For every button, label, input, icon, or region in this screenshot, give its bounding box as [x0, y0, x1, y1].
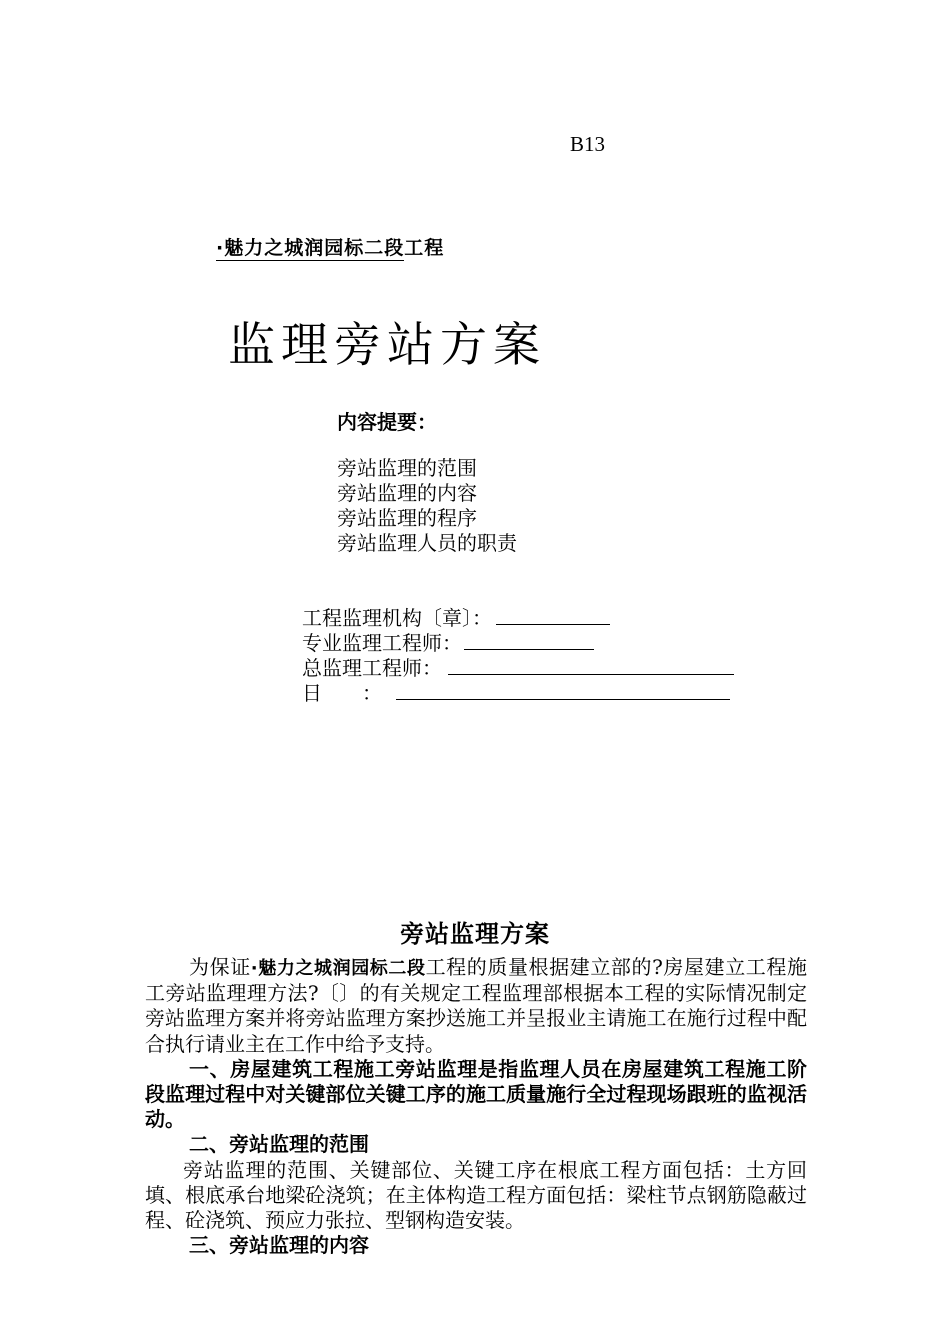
- section-3-title: 三、旁站监理的内容: [189, 1233, 369, 1258]
- summary-list: [337, 456, 517, 556]
- signature-label: 专业监理工程师：: [302, 631, 462, 655]
- signature-row-engineer: [302, 631, 734, 656]
- signature-row-chief: [302, 656, 734, 681]
- paragraph-intro: [145, 955, 807, 1057]
- document-code: B13: [570, 132, 606, 156]
- summary-item: 旁站监理人员的职责: [337, 531, 517, 555]
- summary-label: 内容提要：: [337, 410, 437, 434]
- intro-project-name: ·魅力之城润园标二段: [250, 958, 426, 979]
- signature-label: 日 ：: [302, 681, 382, 705]
- summary-item: 旁站监理的内容: [337, 481, 477, 505]
- signature-label: 工程监理机构〔章〕：: [302, 606, 492, 630]
- signature-label: 总监理工程师：: [302, 656, 442, 680]
- summary-item: 旁站监理的程序: [337, 506, 477, 530]
- document-body: [145, 955, 807, 1258]
- intro-prefix: 为保证: [189, 955, 251, 979]
- section-2-title: 二、旁站监理的范围: [189, 1132, 369, 1157]
- project-name-underlined: ·魅力之城润园标二段: [216, 237, 405, 259]
- signature-line: [464, 631, 594, 650]
- document-title: 旁站监理方案: [400, 920, 550, 948]
- signature-line: [496, 606, 610, 625]
- signature-block: [302, 606, 734, 706]
- signature-row-agency: [302, 606, 734, 631]
- signature-line: [448, 656, 734, 675]
- section-1: 一、房屋建筑工程施工旁站监理是指监理人员在房屋建筑工程施工阶段监理过程中对关键部位关键工序的施工质量施行全过程现场跟班的监视活动。: [145, 1056, 807, 1132]
- summary-item: 旁站监理的范围: [337, 456, 477, 480]
- intro-text: 工程的质量根据建立部的?房屋建立工程施工旁站监理理方法?〔〕的有关规定工程监理部根据本工程的实际情况制定旁站监理方案并将旁站监理方案抄送施工并呈报业主请施工在施行过程中配合执行请业主在工作中给予支持。: [145, 955, 807, 1056]
- section-2-body: 旁站监理的范围、关键部位、关键工序在根底工程方面包括：土方回填、根底承台地梁砼浇筑；在主体构造工程方面包括：梁柱节点钢筋隐蔽过程、砼浇筑、预应力张拉、型钢构造安装。: [145, 1157, 807, 1233]
- project-name: [216, 233, 444, 260]
- project-name-suffix: 工程: [404, 237, 445, 259]
- signature-row-date: [302, 681, 734, 706]
- cover-title: 监理旁站方案: [228, 318, 546, 373]
- signature-line: [396, 681, 730, 700]
